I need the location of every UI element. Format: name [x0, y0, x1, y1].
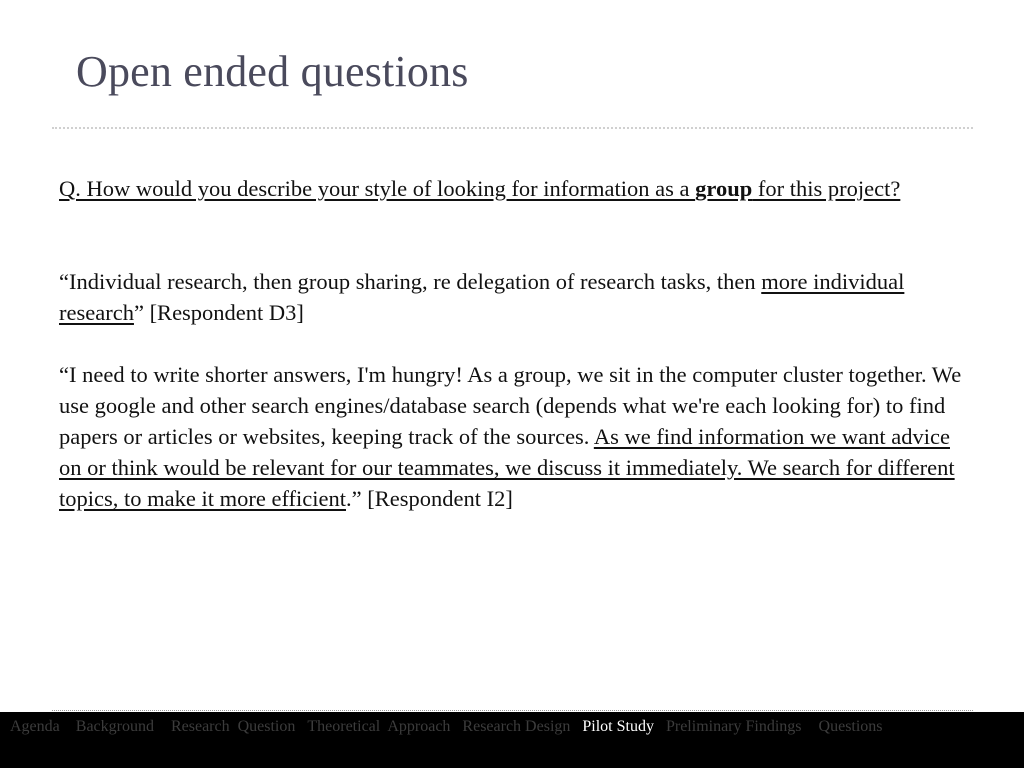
nav-item-questions[interactable]: Questions: [818, 718, 883, 735]
quote-2: [59, 359, 974, 514]
nav-item-theoretical-approach[interactable]: Theoretical Approach: [307, 718, 451, 735]
quote-2-underlined: As we find information we want advice on or think would be relevant for our teammates, we discuss it immediately. We search for different topics, to make it more efficient: [59, 424, 955, 511]
section-navbar: [0, 712, 1024, 768]
nav-item-agenda[interactable]: Agenda: [10, 718, 60, 735]
question-pre: Q. How would you describe your style of looking for information as a: [59, 176, 696, 201]
nav-item-preliminary-findings[interactable]: Preliminary Findings: [665, 718, 802, 735]
title-divider: [52, 127, 973, 129]
nav-item-pilot-study[interactable]: Pilot Study: [582, 718, 654, 735]
quote-2-post: .” [Respondent I2]: [346, 486, 513, 511]
nav-item-research-design[interactable]: Research Design: [462, 718, 571, 735]
slide-title: Open ended questions: [76, 47, 469, 96]
slide-body: [59, 173, 974, 514]
section-nav: [10, 718, 883, 736]
quote-1-underlined: more individual research: [59, 269, 905, 325]
quote-2-pre: “I need to write shorter answers, I'm hungry! As a group, we sit in the computer cluster together. We use google and other search engines/database search (depends what we're each looking for) to find papers or articles or websites, keeping track of the sources.: [59, 362, 962, 449]
question-post: for this project?: [752, 176, 901, 201]
quote-1-post: ” [Respondent D3]: [133, 300, 304, 325]
question-text: [59, 173, 974, 204]
footer-divider: [52, 710, 973, 711]
quote-1: [59, 266, 974, 328]
quote-1-pre: “Individual research, then group sharing, re delegation of research tasks, then: [59, 269, 762, 294]
nav-item-background[interactable]: Background: [75, 718, 154, 735]
nav-item-research-question[interactable]: Research Question: [170, 718, 296, 735]
question-bold: group: [695, 176, 753, 201]
